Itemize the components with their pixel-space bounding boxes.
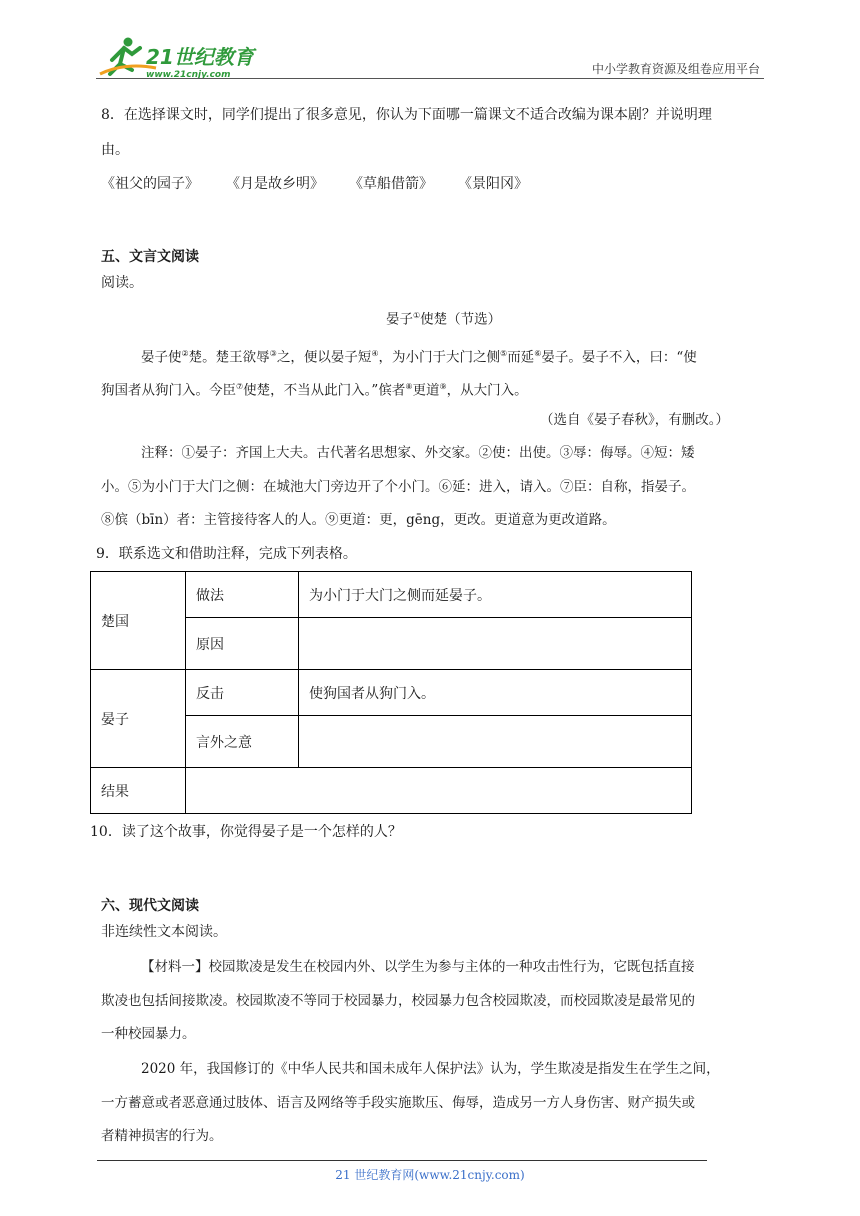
cell-fanji-value: 使狗国者从狗门入。 bbox=[299, 670, 692, 716]
logo-wordmark: 21世纪教育 bbox=[146, 45, 254, 69]
q10-prompt: 10．读了这个故事，你觉得晏子是一个怎样的人？ bbox=[90, 824, 402, 840]
cell-zuofa-value: 为小门于大门之侧而延晏子。 bbox=[299, 572, 692, 618]
passage-title: 晏子①使楚（节选） bbox=[386, 311, 502, 328]
section5-heading: 五、文言文阅读 bbox=[101, 249, 199, 265]
footer-divider bbox=[97, 1160, 707, 1161]
site-tagline: 中小学教育资源及组卷应用平台 bbox=[591, 62, 760, 76]
cell-yanwai: 言外之意 bbox=[186, 716, 299, 768]
section6-intro: 非连续性文本阅读。 bbox=[101, 924, 227, 940]
section5-intro: 阅读。 bbox=[101, 275, 143, 291]
cell-zuofa: 做法 bbox=[186, 572, 299, 618]
cell-fanji: 反击 bbox=[186, 670, 299, 716]
q8-option-1: 《祖父的园子》 bbox=[101, 176, 199, 192]
header-divider bbox=[96, 78, 764, 79]
logo-url: www.21cnjy.com bbox=[146, 70, 231, 80]
answer-blank-jieguo[interactable] bbox=[186, 768, 692, 814]
answer-table bbox=[90, 571, 692, 814]
cell-yuanyin: 原因 bbox=[186, 618, 299, 670]
q8-line2: 由。 bbox=[101, 142, 129, 158]
passage-line2: 狗国者从狗门入。今臣⑦使楚，不当从此门入。”傧者⑧更道⑨，从大门入。 bbox=[101, 382, 528, 399]
q8-line1: 8．在选择课文时，同学们提出了很多意见，你认为下面哪一篇课文不适合改编为课本剧？并说明理 bbox=[101, 107, 712, 123]
q8-option-4: 《景阳冈》 bbox=[458, 176, 528, 192]
material1-line2: 欺凌也包括间接欺凌。校园欺凌不等同于校园暴力，校园暴力包含校园欺凌，而校园欺凌是最常见的 bbox=[101, 993, 695, 1009]
passage-source: （选自《晏子春秋》，有删改。） bbox=[540, 412, 729, 428]
material1-line3: 一种校园暴力。 bbox=[101, 1026, 196, 1042]
site-logo bbox=[96, 34, 266, 82]
cell-chu: 楚国 bbox=[91, 572, 186, 670]
material2-line1: 2020 年，我国修订的《中华人民共和国未成年人保护法》认为，学生欺凌是指发生在学生之间， bbox=[141, 1061, 720, 1077]
q8-option-3: 《草船借箭》 bbox=[349, 176, 433, 192]
q9-prompt: 9．联系选文和借助注释，完成下列表格。 bbox=[96, 546, 357, 562]
answer-blank-yanwai[interactable] bbox=[299, 716, 692, 768]
footer-link[interactable]: 21 世纪教育网(www.21cnjy.com) bbox=[335, 1168, 525, 1182]
material2-line2: 一方蓄意或者恶意通过肢体、语言及网络等手段实施欺压、侮辱，造成另一方人身伤害、财产损失或 bbox=[101, 1095, 695, 1111]
section6-heading: 六、现代文阅读 bbox=[101, 898, 199, 914]
cell-yanzi: 晏子 bbox=[91, 670, 186, 768]
q8-option-2: 《月是故乡明》 bbox=[226, 176, 324, 192]
material1-line1: 【材料一】校园欺凌是发生在校园内外、以学生为参与主体的一种攻击性行为，它既包括直接 bbox=[141, 959, 695, 975]
answer-blank-yuanyin[interactable] bbox=[299, 618, 692, 670]
cell-jieguo: 结果 bbox=[91, 768, 186, 814]
passage-line1: 晏子使②楚。楚王欲辱③之，便以晏子短④，为小门于大门之侧⑤而延⑥晏子。晏子不入，曰：“使 bbox=[141, 349, 697, 366]
notes-line3: ⑧傧（bīn）者：主管接待客人的人。⑨更道：更，gēng，更改。更道意为更改道路。 bbox=[101, 512, 616, 528]
notes-line2: 小。⑤为小门于大门之侧：在城池大门旁边开了个小门。⑥延：进入，请入。⑦臣：自称，指晏子。 bbox=[101, 479, 695, 495]
material2-line3: 者精神损害的行为。 bbox=[101, 1128, 223, 1144]
notes-line1: 注释：①晏子：齐国上大夫。古代著名思想家、外交家。②使：出使。③辱：侮辱。④短：矮 bbox=[141, 445, 695, 461]
